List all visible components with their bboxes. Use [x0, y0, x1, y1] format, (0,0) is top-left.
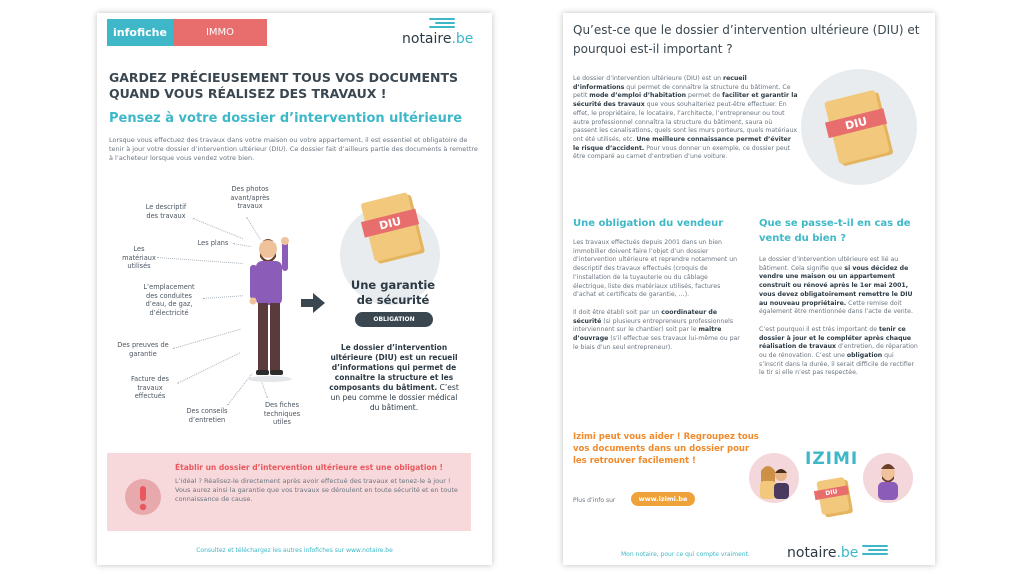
person-illustration	[240, 233, 300, 383]
label-plans: Les plans	[197, 239, 229, 247]
section-sale-text: Le dossier d’intervention ultérieure est lié au bâtiment. Cela signifie que si vous décidez de vendre une maison ou un appartement construit ou rénové après le 1er mai 2001, vous devez obligatoirement remettre le DIU au nouveau propriétaire. Cette remise doit également être mentionnée dans l’acte de vente. C’est pourquoi il est très important de tenir ce dossier à jour et le compléter après chaque réalisation de travaux d’entretien, de réparation ou de rénovation. C’est une obligation qui s’inscrit dans la durée, il serait difficile de rectifier le tir si elle n’est pas respectée.	[759, 256, 918, 377]
guarantee-title: Une garantie de sécurité	[350, 278, 436, 307]
diu-book-icon: DIU	[824, 90, 890, 165]
logo-lines-icon	[429, 18, 455, 30]
izimi-logo: IZIMI	[805, 449, 859, 469]
label-garantie: Des preuves de garantie	[117, 341, 169, 358]
diu-definition: Le dossier d’intervention ultérieure (DIU) est un recueil d’informations qui permet de connaitre la structure et les composants du bâtiment. C’est un peu comme le dossier médical du bâtiment.	[329, 343, 459, 412]
notaire-logo: notaire.be	[787, 545, 858, 561]
notaire-logo: notaire.be	[402, 31, 473, 47]
footer-slogan: Mon notaire, pour ce qui compte vraiment.	[621, 551, 750, 558]
exclamation-icon	[125, 479, 161, 515]
arrow-right-icon	[301, 293, 325, 313]
logo-lines-icon	[862, 545, 888, 557]
diu-book-small-icon: DIU	[816, 477, 849, 515]
label-descriptif: Le descriptif des travaux	[145, 203, 187, 220]
couple-avatar	[749, 453, 799, 503]
label-factures: Facture des travaux effectués	[130, 375, 169, 400]
label-materiaux: Les matériaux utilisés	[122, 245, 156, 270]
label-conseils: Des conseils d’entretien	[186, 407, 228, 424]
man-avatar	[863, 453, 913, 503]
label-conduites: L’emplacement des conduites d’eau, de gaz, d’électricité	[143, 283, 195, 317]
page2-intro: Le dossier d’intervention ultérieure (DIU) est un recueil d’informations qui permet de connaître la structure du bâtiment. Ce petit mode d’emploi d’habitation permet de faciliter et garantir la sécurité des travaux que vous souhaiteriez peut-être effectuer. En effet, le propriétaire, le locataire, l’architecte, l’entrepreneur ou tout autre professionnel connaîtra la structure du bâtiment, saura où passent les canalisations, quels sont les murs porteurs, quels matériaux ont été utilisés, etc. Une meilleure connaissance permet d’éviter le risque d’accident. Pour vous donner un exemple, ce dossier peut être comparé au carnet d’entretien d’une voiture.	[573, 75, 798, 161]
tab-infofiche: infofiche	[107, 19, 173, 46]
subheadline: Pensez à votre dossier d’intervention ultérieure	[109, 111, 463, 126]
infofiche-page-1	[97, 13, 492, 565]
footer-link[interactable]: Consultez et téléchargez les autres infofiches sur www.notaire.be	[196, 547, 393, 554]
infofiche-page-2	[563, 13, 935, 565]
headline: GARDEZ PRÉCIEUSEMENT TOUS VOS DOCUMENTS QUAND VOUS RÉALISEZ DES TRAVAUX !	[109, 70, 458, 101]
alert-title: Établir un dossier d’intervention ultérieure est une obligation !	[175, 463, 443, 472]
section-title-vendor: Une obligation du vendeur	[573, 218, 724, 229]
alert-text: L’idéal ? Réalisez-le directement après avoir effectué des travaux et tenez-le à jour ! Vous aurez ainsi la garantie que vos travaux se déroulent en toute sécurité et en toute connaissance de cause.	[175, 477, 458, 503]
section-vendor-text: Les travaux effectués depuis 2001 dans un bien immobilier doivent faire l’objet d’un dossier d’intervention ultérieure et reprendre notamment un descriptif des travaux effectués (croquis de l’installation de la tuyauterie ou du câblage électrique, liste des matériaux utilisés, factures d’achat et certificats de garantie, …). Il doit être établi soit par un coordinateur de sécurité (si plusieurs entrepreneurs professionnels interviennent sur le chantier) soit par le maître d’ouvrage (s’il effectue ses travaux lui-même ou par le biais d’un seul entrepreneur).	[573, 239, 740, 351]
category-tabs	[107, 19, 267, 46]
section-title-sale: Que se passe-t-il en cas de vente du bien ?	[759, 218, 911, 244]
intro-text: Lorsque vous effectuez des travaux dans votre maison ou votre appartement, il est essentiel et obligatoire de tenir à jour votre dossier d’intervention ultérieur (DIU). Ce dossier fait d’ailleurs partie des documents à remettre à l’acheteur lorsque vous vendez votre bien.	[109, 136, 478, 162]
label-fiches: Des fiches techniques utiles	[263, 401, 301, 426]
izimi-promo: Izimi peut vous aider ! Regroupez tous vos documents dans un dossier pour les retrouver facilement !	[573, 432, 759, 466]
izimi-url-button[interactable]: www.izimi.be	[631, 492, 695, 506]
diu-book-icon: DIU	[360, 192, 421, 262]
more-info-label: Plus d’info sur	[573, 497, 616, 504]
label-photos: Des photos avant/après travaux	[230, 185, 270, 210]
page2-title: Qu’est-ce que le dossier d’intervention ultérieure (DIU) et pourquoi est-il important ?	[573, 23, 920, 56]
obligation-alert	[107, 453, 471, 531]
obligation-badge: OBLIGATION	[355, 312, 433, 327]
tab-immo: IMMO	[173, 19, 267, 46]
